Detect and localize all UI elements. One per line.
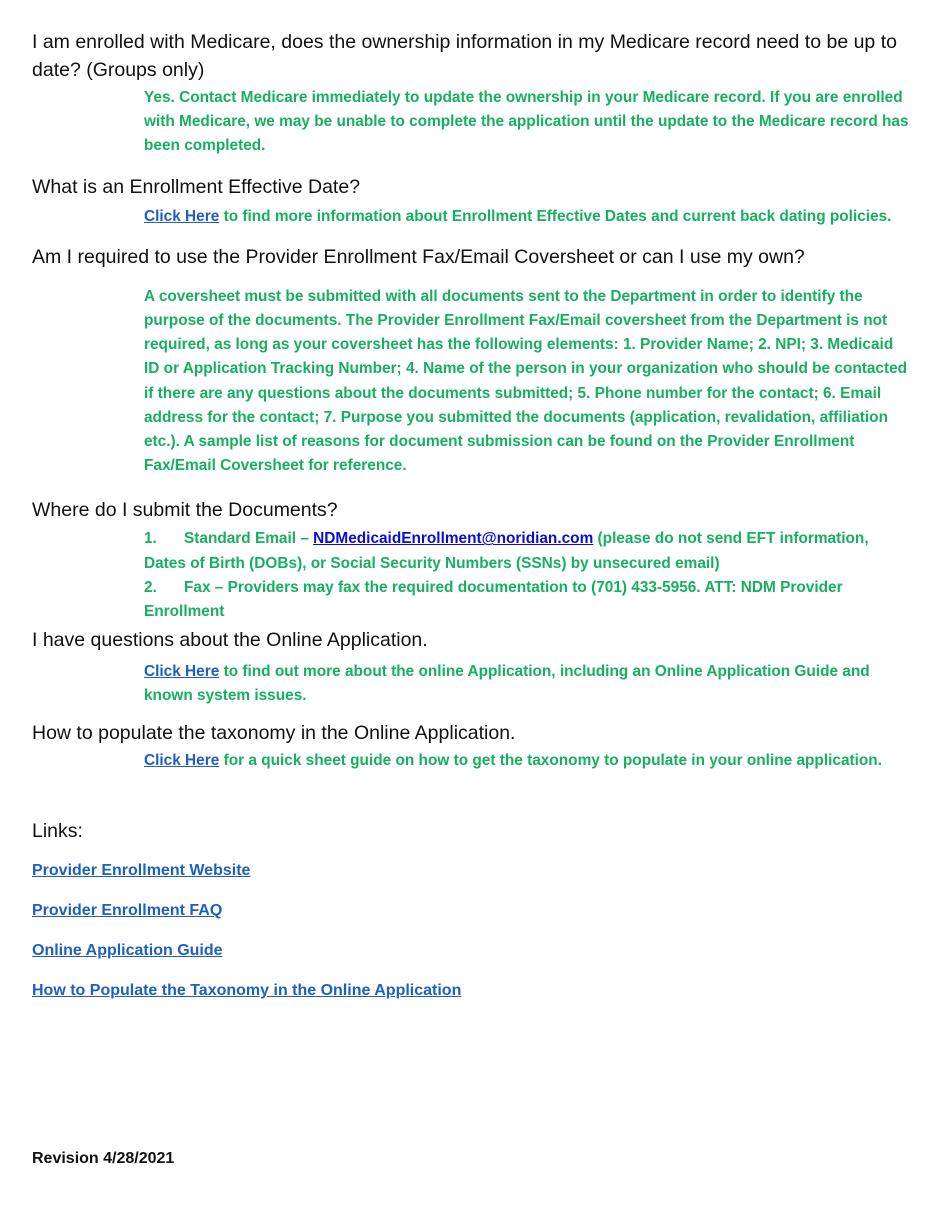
faq-answer [144, 205, 912, 229]
faq-answer-text: to find out more about the online Application, including an Online Application Guide and known system issues. [144, 663, 870, 705]
faq-answer [144, 749, 912, 773]
click-here-link[interactable]: Click Here [144, 663, 220, 681]
item-prefix: Standard Email – [184, 530, 314, 548]
submit-item-email [144, 527, 912, 575]
faq-answer [144, 660, 912, 708]
link-provider-enrollment-faq[interactable]: Provider Enrollment FAQ [32, 901, 223, 919]
faq-question: I am enrolled with Medicare, does the ownership information in my Medicare record need to be up to date? (Groups only) [32, 31, 897, 81]
faq-item-submit-documents [32, 496, 912, 624]
faq-item-online-application [32, 626, 912, 708]
faq-question: I have questions about the Online Application. [32, 629, 428, 652]
item-number: 1. [144, 530, 157, 548]
click-here-link[interactable]: Click Here [144, 207, 220, 225]
faq-answer-text: for a quick sheet guide on how to get the taxonomy to populate in your online application. [219, 751, 882, 769]
link-provider-enrollment-website[interactable]: Provider Enrollment Website [32, 861, 251, 879]
faq-question: How to populate the taxonomy in the Online Application. [32, 721, 516, 744]
email-link[interactable]: NDMedicaidEnrollment@noridian.com [313, 530, 594, 548]
faq-answer: A coversheet must be submitted with all documents sent to the Department in order to identify the purpose of the documents. The Provider Enrollment Fax/Email coversheet from the Department is not required, as long as your coversheet has the following elements: 1. Provider Name; 2. NPI; 3. Medicaid ID or Application Tracking Number; 4. Name of the person in your organization who should be contacted if there are any questions about the documents submitted; 5. Phone number for the contact; 6. Email address for the contact; 7. Purpose you submitted the documents (application, revalidation, affiliation etc.). A sample list of reasons for document submission can be found on the Provider Enrollment Fax/Email Coversheet for reference. [144, 287, 908, 475]
faq-item-medicare-ownership [32, 28, 912, 159]
faq-answer-text: to find more information about Enrollment Effective Dates and current back dating policies. [219, 207, 892, 225]
faq-question: Am I required to use the Provider Enrollment Fax/Email Coversheet or can I use my own? [32, 245, 805, 268]
faq-item-effective-date [32, 173, 912, 229]
revision-date: Revision 4/28/2021 [32, 1150, 175, 1167]
faq-item-taxonomy [32, 719, 912, 773]
click-here-link[interactable]: Click Here [144, 751, 220, 769]
faq-document [32, 28, 912, 1002]
link-online-application-guide[interactable]: Online Application Guide [32, 941, 223, 959]
item-text: Fax – Providers may fax the required documentation to (701) 433-5956. ATT: NDM Provider Enrollment [144, 578, 843, 621]
faq-question: What is an Enrollment Effective Date? [32, 175, 361, 198]
link-populate-taxonomy[interactable]: How to Populate the Taxonomy in the Online Application [32, 981, 462, 999]
links-title: Links: [32, 819, 83, 842]
item-suffix: (please do not send EFT information, Dates of Birth (DOBs), or Social Security Numbers (SSNs) by unsecured email) [144, 530, 869, 572]
item-number: 2. [144, 578, 157, 596]
faq-answer: Yes. Contact Medicare immediately to update the ownership in your Medicare record. If you are enrolled with Medicare, we may be unable to complete the application until the update to the Medicare record has been completed. [144, 89, 909, 155]
submit-item-fax [144, 576, 912, 624]
faq-item-coversheet [32, 243, 912, 479]
faq-question: Where do I submit the Documents? [32, 499, 338, 522]
links-section [32, 817, 912, 1002]
